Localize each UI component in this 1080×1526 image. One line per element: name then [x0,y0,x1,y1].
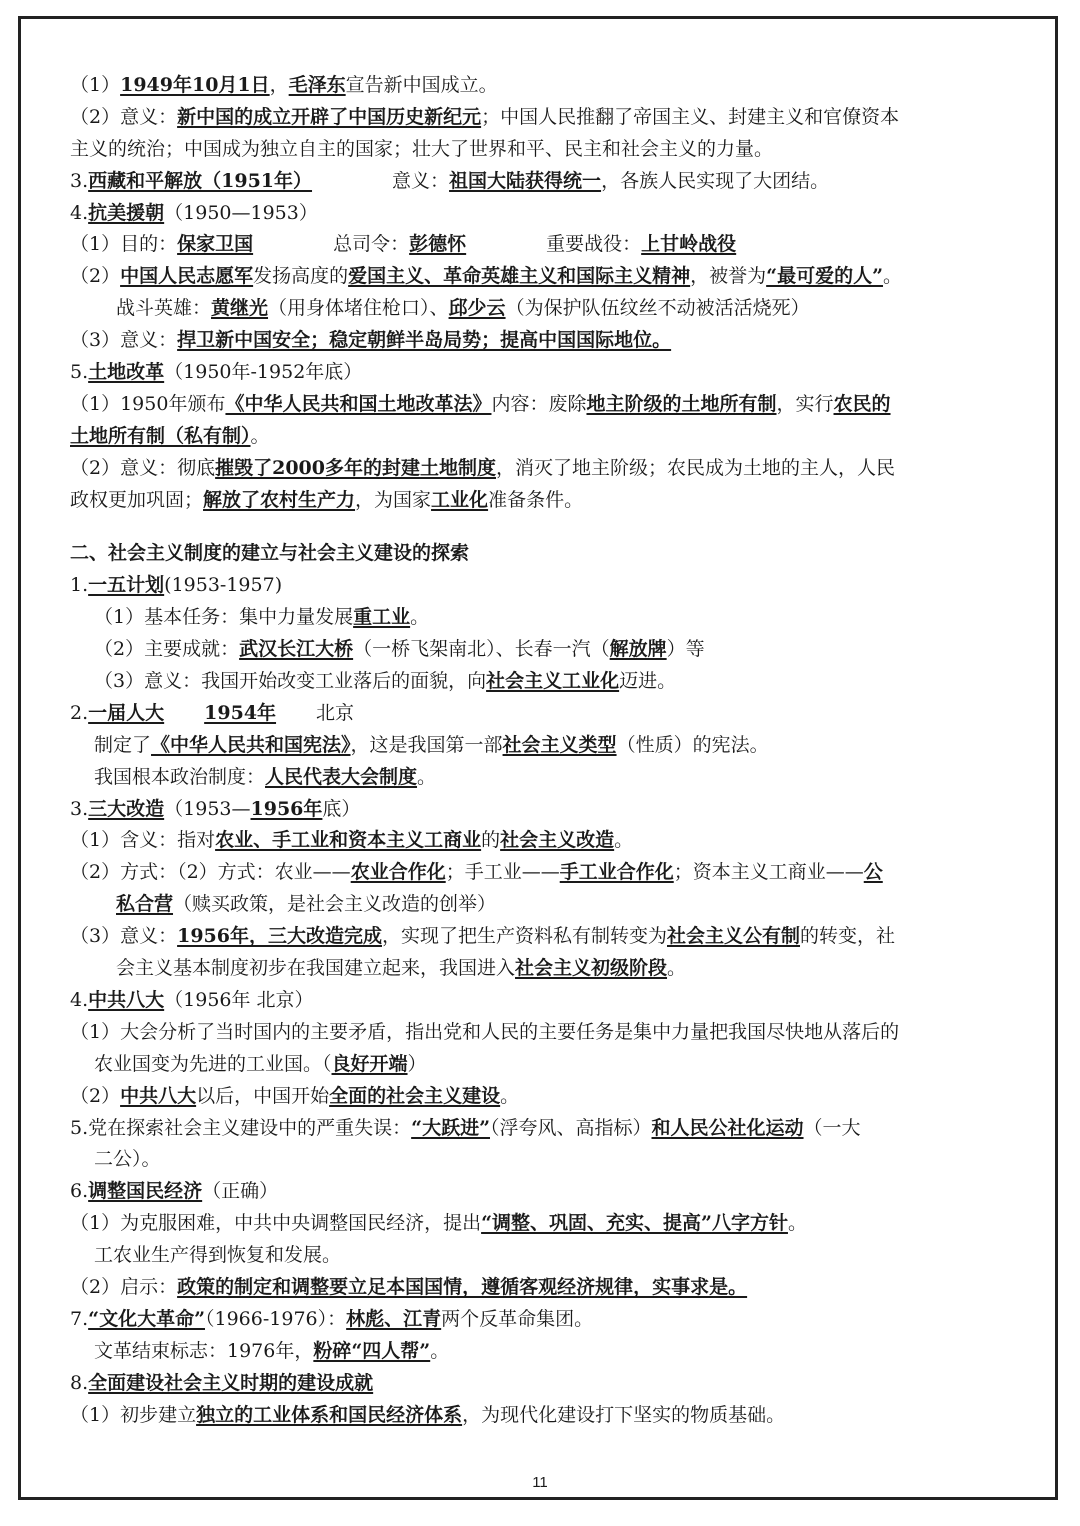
text-segment: 8. [70,1371,89,1394]
text-line [70,1081,1015,1113]
key-term: 武汉长江大桥 [239,638,354,661]
text-segment: （性质）的宪法。 [616,733,769,756]
text-segment: 总司令： [333,233,410,256]
key-term: 社会主义改造 [500,829,615,852]
key-term: 社会主义初级阶段 [515,957,668,980]
key-term: 全面建设社会主义时期的建设成就 [88,1371,374,1394]
text-line [70,1304,1015,1336]
text-segment: 宣告新中国成立。 [345,74,498,96]
key-term: 调整国民经济 [88,1180,203,1203]
text-line [70,1400,1015,1432]
text-segment: 5.党在探索社会主义建设中的严重失误： [70,1116,412,1139]
section-heading [70,538,1015,570]
text-segment: 4. [70,201,89,224]
key-term: 祖国大陆获得统一 [449,169,602,192]
key-term: 农业合作化 [350,861,446,884]
text-line [70,1049,1015,1081]
key-term: 独立的工业体系和国民经济体系 [196,1403,463,1426]
text-segment: 二公）。 [94,1148,161,1171]
text-line [70,602,1015,634]
key-term: 社会主义类型 [502,733,617,756]
key-term: 《中华人民共和国宪法》 [151,733,351,756]
text-line [70,102,1015,134]
text-segment: 战斗英雄： [116,297,212,320]
key-term: 1954年 [204,701,277,724]
text-line [70,794,1015,826]
text-segment: 内容：废除 [491,392,587,415]
text-segment: 的转变，社 [800,925,896,948]
key-term: 公 [863,861,883,884]
key-term: 彭德怀 [409,233,467,256]
key-term: 手工业合作化 [559,861,674,884]
text-segment: （一桥飞架南北）、长春一汽（ [353,638,610,661]
key-term: 粉碎“四人帮” [313,1339,431,1362]
key-term: 社会主义工业化 [486,670,620,693]
key-term: 土地所有制（私有制） [70,424,251,447]
text-segment: （2） [70,265,121,288]
key-term: 良好开端 [331,1052,408,1075]
key-term: 保家卫国 [177,233,254,256]
text-line [70,166,1015,198]
key-term: 林彪、江青 [346,1307,442,1330]
text-line [70,762,1015,794]
key-term: 黄继光 [211,297,269,320]
text-segment: （一大 [803,1116,861,1139]
key-term: 地主阶级的土地所有制 [586,392,777,415]
text-segment: （2）启示： [70,1275,178,1298]
key-term: “大跃进” [411,1116,490,1139]
text-segment: 。 [410,606,430,629]
key-term: 社会主义公有制 [667,925,801,948]
text-segment: ，实行 [776,392,834,415]
text-line [70,485,1015,517]
key-term: 人民代表大会制度 [265,765,418,788]
text-segment: 。 [500,1084,520,1107]
text-segment: ， [269,74,289,96]
key-term: 1956年 [250,797,323,820]
text-segment: （3）意义： [70,329,178,352]
text-segment: 北京 [316,701,355,724]
key-term: “调整、巩固、充实、提高”八字方针 [481,1212,788,1235]
text-segment: 我国根本政治制度： [94,765,266,788]
text-segment: 3. [70,797,89,820]
text-line [70,985,1015,1017]
text-line [70,421,1015,453]
text-line [70,825,1015,857]
text-segment: ，这是我国第一部 [350,733,503,756]
key-term: 新中国的成立开辟了中国历史新纪元 [177,105,482,128]
text-segment: 。 [667,957,687,980]
key-term: 政策的制定和调整要立足本国国情，遵循客观经济规律，实事求是。 [177,1275,748,1298]
text-segment: 文革结束标志：1976年， [94,1339,314,1362]
text-segment: （2）意义：彻底 [70,456,216,479]
text-segment: 会主义基本制度初步在我国建立起来，我国进入 [116,957,516,980]
text-segment: （1）含义：指对 [70,829,216,852]
text-segment: 。 [883,265,903,288]
text-segment: （3）意义：我国开始改变工业落后的面貌，向 [94,670,487,693]
key-term: 西藏和平解放（1951年） [88,169,313,192]
text-segment: 农业国变为先进的工业国。（ [94,1052,332,1075]
text-line [70,198,1015,230]
text-segment: （浮夸风、高指标） [490,1116,652,1139]
key-term: 重工业 [353,606,411,629]
text-segment: 重要战役： [546,233,642,256]
text-segment: 6. [70,1180,89,1203]
text-line [70,1176,1015,1208]
key-term: “文化大革命” [88,1307,205,1330]
key-term: 和人民公社化运动 [651,1116,804,1139]
text-segment: （1956年 北京） [164,988,314,1011]
text-line [70,1144,1015,1176]
text-segment: 的 [481,829,501,852]
key-term: 全面的社会主义建设 [329,1084,501,1107]
text-segment: （1966-1976）： [205,1307,347,1330]
text-segment: 。 [787,1212,807,1235]
text-segment: （1）1950年颁布 [70,392,226,415]
text-segment: （2） [70,1084,121,1107]
key-term: 摧毁了2000多年的封建土地制度 [215,456,496,479]
text-segment: （赎买政策，是社会主义改造的创举） [173,893,497,916]
text-segment: （1） [70,74,121,96]
key-term: 私合营 [116,893,174,916]
text-segment: （1）为克服困难，中共中央调整国民经济，提出 [70,1212,482,1235]
text-segment: ） [407,1052,427,1075]
text-segment: 2. [70,701,89,724]
text-segment: （1950年-1952年底） [164,361,363,384]
text-line [70,953,1015,985]
text-line [70,1368,1015,1400]
key-term: 毛泽东 [288,74,346,96]
text-line [70,1240,1015,1272]
text-segment: 。 [417,765,437,788]
text-segment: （用身体堵住枪口）、 [268,297,449,320]
key-term: 一五计划 [88,574,165,597]
text-segment: ，被誉为 [690,265,767,288]
text-line [70,1336,1015,1368]
text-segment: 政权更加巩固； [70,488,204,511]
text-segment: （为保护队伍纹丝不动被活活烧死） [505,297,810,320]
text-segment: （2）方式：（2）方式：农业—— [70,861,351,884]
key-term: 工业化 [431,488,489,511]
key-term: 中共八大 [88,988,165,1011]
text-line [70,293,1015,325]
text-line [70,857,1015,889]
text-segment: 主义的统治；中国成为独立自主的国家；壮大了世界和平、民主和社会主义的力量。 [70,137,774,160]
text-line [70,889,1015,921]
text-segment: (1953-1957) [164,574,283,597]
text-line [70,389,1015,421]
text-segment: （1）基本任务：集中力量发展 [94,606,354,629]
text-segment: 工农业生产得到恢复和发展。 [94,1244,342,1267]
key-term: 三大改造 [88,797,165,820]
text-segment: ，各族人民实现了大团结。 [601,169,830,192]
text-segment: （1）大会分析了当时国内的主要矛盾，指出党和人民的主要任务是集中力量把我国尽快地从落后的 [70,1020,900,1043]
text-segment: （1）初步建立 [70,1403,197,1426]
text-line [70,325,1015,357]
text-segment: （1953— [164,797,251,820]
key-term: 解放了农村生产力 [203,488,356,511]
text-segment: 4. [70,988,89,1011]
key-term: 1949年10月1日 [120,74,270,96]
text-segment: 。 [250,424,270,447]
key-term: 1956年，三大改造完成 [177,925,382,948]
text-segment: ；手工业—— [445,861,560,884]
text-segment: 迈进。 [619,670,677,693]
text-segment: 意义： [392,169,450,192]
text-line [70,229,1015,261]
text-segment: 二、社会主义制度的建立与社会主义建设的探索 [70,542,470,565]
document-body [70,70,1015,1431]
key-term: 捍卫新中国安全；稳定朝鲜半岛局势；提高中国国际地位。 [177,329,672,352]
text-line [70,1017,1015,1049]
text-line [70,1113,1015,1145]
text-line [70,134,1015,166]
text-segment: （2）意义： [70,105,178,128]
key-term: “最可爱的人” [766,265,884,288]
key-term: 上甘岭战役 [641,233,737,256]
text-segment: 。 [614,829,634,852]
text-line [70,1272,1015,1304]
text-line [70,698,1015,730]
text-segment: ；中国人民推翻了帝国主义、封建主义和官僚资本 [481,105,900,128]
text-segment: 1. [70,574,89,597]
text-segment: 5. [70,361,89,384]
text-segment: （2）主要成就： [94,638,240,661]
text-segment: 3. [70,169,89,192]
key-term: 解放牌 [609,638,667,661]
text-line [70,357,1015,389]
text-line [70,570,1015,602]
text-segment: （1）目的： [70,233,178,256]
text-line [70,921,1015,953]
text-segment: 底） [322,797,361,820]
text-segment: 制定了 [94,733,152,756]
text-segment: （正确） [202,1180,279,1203]
text-segment: （3）意义： [70,925,178,948]
section-gap [70,516,1015,538]
key-term: 土地改革 [88,361,165,384]
text-segment: 准备条件。 [488,488,584,511]
text-segment: ，实现了把生产资料私有制转变为 [381,925,667,948]
key-term: 爱国主义、革命英雄主义和国际主义精神 [348,265,691,288]
text-segment: ，为现代化建设打下坚实的物质基础。 [462,1403,786,1426]
text-line [70,1208,1015,1240]
text-segment: 以后，中国开始 [196,1084,330,1107]
text-line [70,730,1015,762]
key-term: 《中华人民共和国土地改革法》 [225,392,492,415]
text-segment: ）等 [666,638,705,661]
key-term: 中共八大 [120,1084,197,1107]
key-term: 邱少云 [448,297,506,320]
text-line [70,666,1015,698]
text-segment: ；资本主义工商业—— [673,861,864,884]
text-segment: 两个反革命集团。 [441,1307,594,1330]
text-segment: 。 [430,1339,450,1362]
text-segment: ，为国家 [355,488,432,511]
text-segment: 7. [70,1307,89,1330]
key-term: 农民的 [833,392,891,415]
text-line [70,453,1015,485]
page-number: 11 [532,1474,548,1491]
text-line [70,261,1015,293]
text-line [70,634,1015,666]
key-term: 农业、手工业和资本主义工商业 [215,829,482,852]
text-segment: ，消灭了地主阶级；农民成为土地的主人，人民 [495,456,895,479]
text-segment: （1950—1953） [164,201,318,224]
key-term: 抗美援朝 [88,201,165,224]
key-term: 一届人大 [88,701,165,724]
text-line [70,70,1015,102]
key-term: 中国人民志愿军 [120,265,254,288]
text-segment: 发扬高度的 [253,265,349,288]
